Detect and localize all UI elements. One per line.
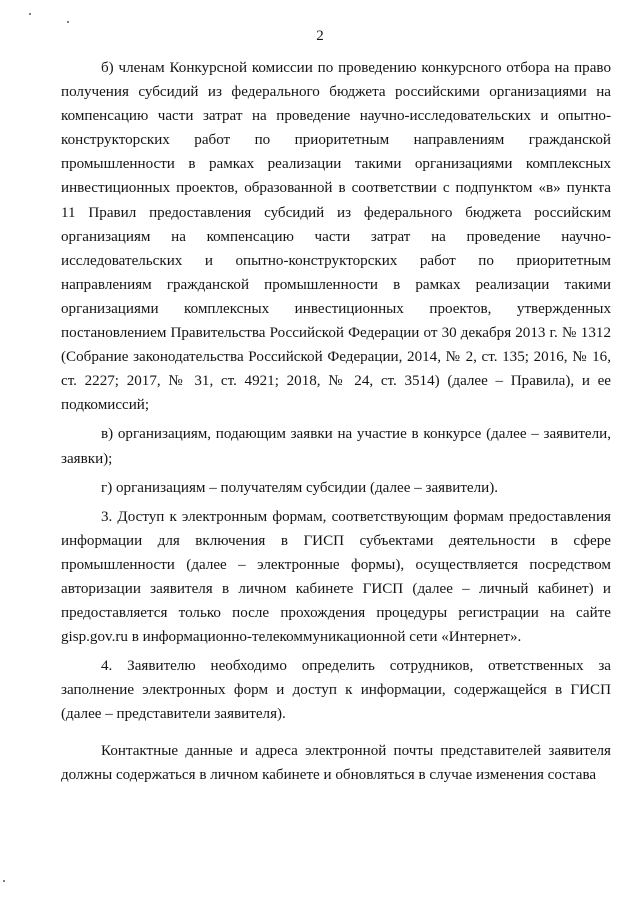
paragraph-applicant-representatives: 4. Заявителю необходимо определить сотрудников, ответственных за заполнение электронных форм и доступ к информации, содержащейся в ГИСП (далее – представители заявителя). xyxy=(61,658,611,723)
scan-speck xyxy=(29,13,31,15)
page-number: 2 xyxy=(316,28,324,44)
paragraph-subsidy-recipients: г) организациям – получателям субсидии (далее – заявители). xyxy=(101,479,499,496)
scan-speck xyxy=(3,880,5,882)
paragraph-commission-members: б) членам Конкурсной комиссии по проведению конкурсного отбора на право получения субсидий из федерального бюджета российскими организациями на компенсацию части затрат на проведение научно-исследовательских и опытно-конструкторских работ по приоритетным направлениям гражданской промышленности в рамках реализации такими организациями комплексных инвестиционных проектов, образованной в соответствии с подпунктом «в» пункта 11 Правил предоставления субсидий из федерального бюджета российским организациям на компенсацию части затрат на проведение научно-исследовательских и опытно-конструкторских работ по приоритетным направлениям гражданской промышленности в рамках реализации такими организациями комплексных инвестиционных проектов, утвержденных постановлением Правительства Российской Федерации от 30 декабря 2013 г. № 1312 (Собрание законодательства Российской Федерации, 2014, № 2, ст. 135; 2016, № 16, ст. 2227; 2017, № 31, ст. 4921; 2018, № 24, ст. 3514) (далее – Правила), и ее подкомиссий; xyxy=(61,60,611,414)
paragraph-contact-data: Контактные данные и адреса электронной почты представителей заявителя должны содержаться в личном кабинете и обновляться в случае изменения состава xyxy=(61,742,611,783)
paragraph-applicant-organizations: в) организациям, подающим заявки на участие в конкурсе (далее – заявители, заявки); xyxy=(61,426,611,467)
document-body xyxy=(61,56,611,787)
paragraph-access-electronic-forms: 3. Доступ к электронным формам, соответствующим формам предоставления информации для включения в ГИСП субъектами деятельности в сфере промышленности (далее – электронные формы), осуществляется посредством авторизации заявителя в личном кабинете ГИСП (далее – личный кабинет) и предоставляется только после прохождения процедуры регистрации на сайте gisp.gov.ru в информационно-телекоммуникационной сети «Интернет». xyxy=(61,508,611,646)
scan-speck xyxy=(67,21,69,23)
